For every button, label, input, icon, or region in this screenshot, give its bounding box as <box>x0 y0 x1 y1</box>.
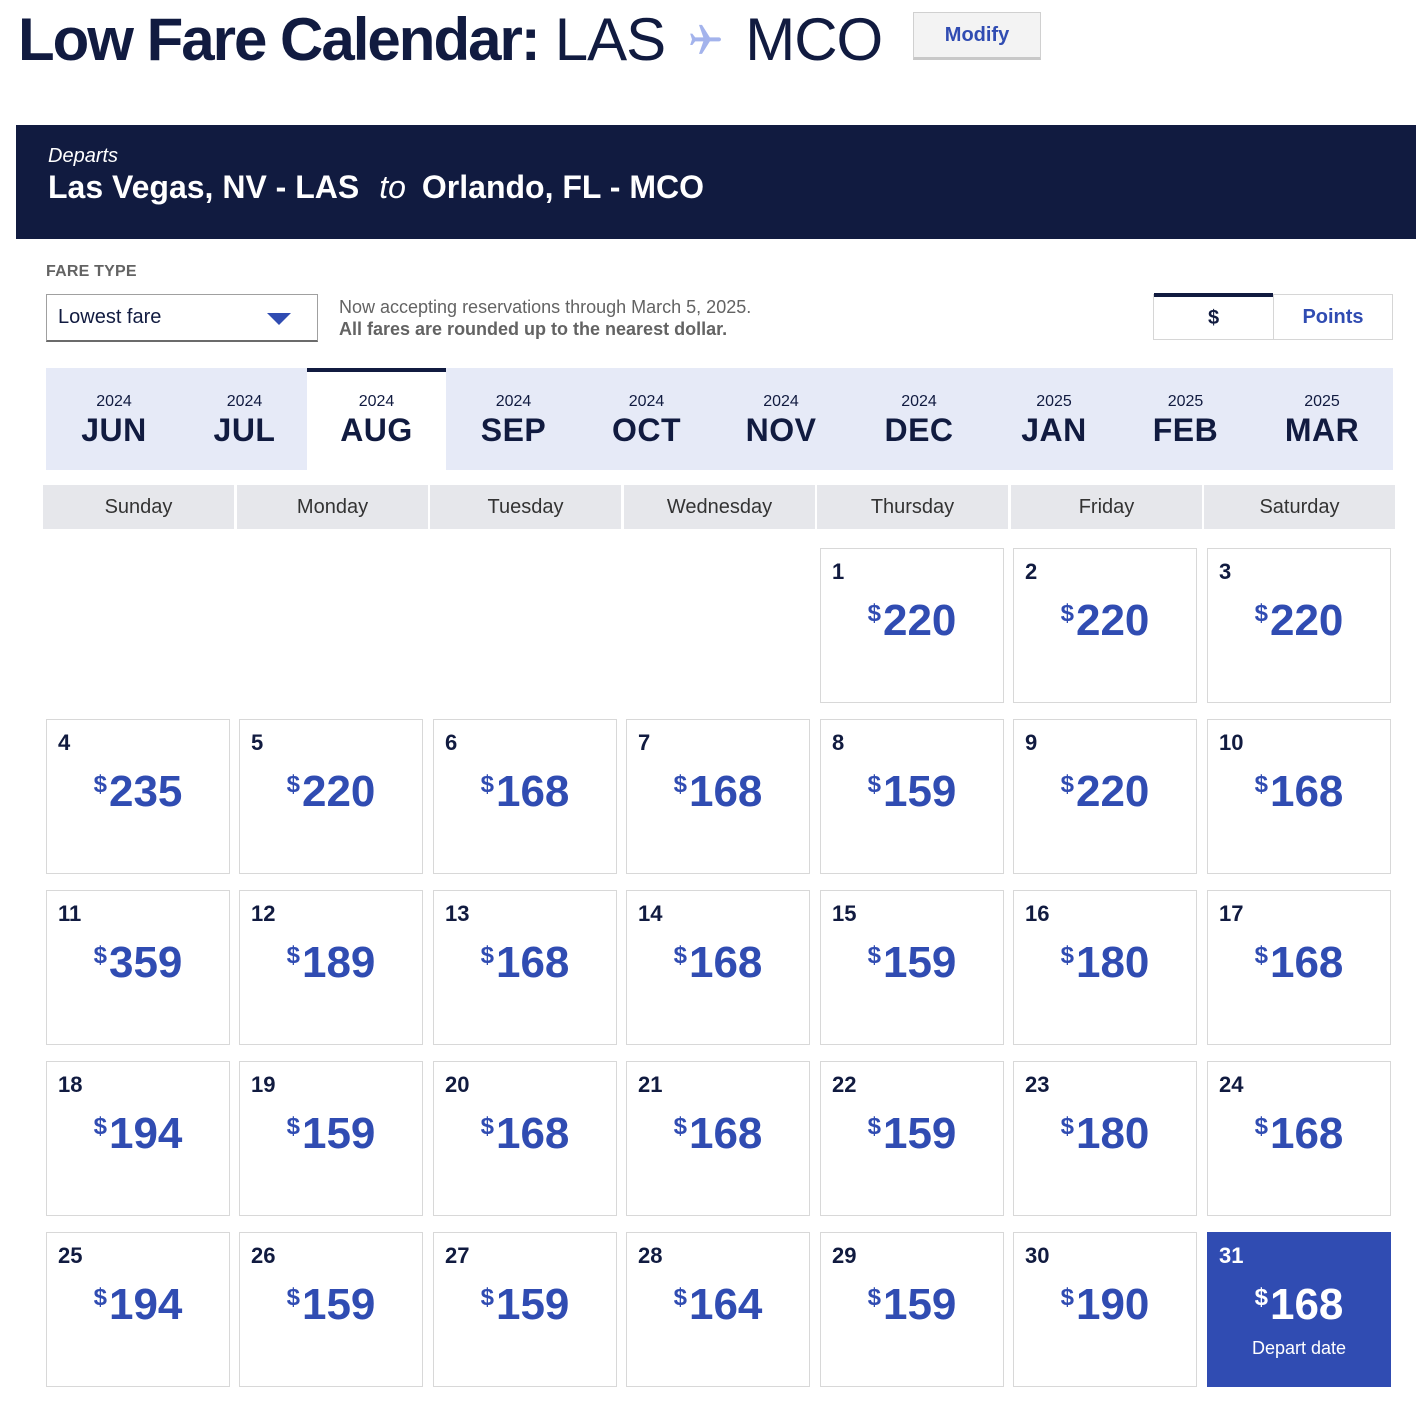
departs-label: Departs <box>48 145 119 167</box>
day-number: 15 <box>832 901 857 926</box>
calendar-day-cell[interactable] <box>1013 1232 1197 1387</box>
fare-price <box>821 938 1003 988</box>
month-tab-month: OCT <box>611 412 682 448</box>
month-tab-year: 2024 <box>226 393 263 410</box>
calendar-day-cell[interactable] <box>1013 1061 1197 1216</box>
day-number: 1 <box>832 559 845 584</box>
fare-amount: 359 <box>108 938 183 987</box>
day-number: 8 <box>832 730 845 755</box>
day-number: 26 <box>251 1243 276 1268</box>
currency-symbol: $ <box>1254 600 1268 627</box>
day-number: 6 <box>445 730 458 755</box>
page-title-text: Low Fare Calendar: <box>18 5 539 73</box>
calendar-day-cell[interactable] <box>239 890 423 1045</box>
fare-price <box>627 1280 809 1330</box>
day-number: 21 <box>638 1072 663 1097</box>
calendar-day-cell[interactable] <box>433 719 617 874</box>
month-tab-year: 2025 <box>1167 393 1204 410</box>
currency-symbol: $ <box>93 771 107 798</box>
fare-type-value: Lowest fare <box>58 306 162 328</box>
month-tab-oct[interactable] <box>581 368 712 470</box>
day-number: 14 <box>638 901 663 926</box>
day-number: 3 <box>1219 559 1232 584</box>
calendar-day-cell[interactable] <box>1207 1061 1391 1216</box>
fare-amount: 220 <box>1075 767 1150 816</box>
calendar-day-cell[interactable] <box>1013 548 1197 703</box>
calendar-day-cell[interactable] <box>820 1061 1004 1216</box>
fare-amount: 159 <box>882 1280 957 1329</box>
calendar-day-cell[interactable] <box>1207 890 1391 1045</box>
calendar-day-cell[interactable] <box>820 890 1004 1045</box>
day-number: 20 <box>445 1072 470 1097</box>
currency-symbol: $ <box>286 1284 300 1311</box>
day-number: 30 <box>1025 1243 1050 1268</box>
currency-symbol: $ <box>867 600 881 627</box>
weekday-header-sunday: Sunday <box>43 485 234 529</box>
day-number: 24 <box>1219 1072 1244 1097</box>
day-number: 22 <box>832 1072 857 1097</box>
to-word: to <box>379 169 406 205</box>
calendar-day-cell[interactable] <box>820 548 1004 703</box>
fare-price <box>821 767 1003 817</box>
month-tab-year: 2025 <box>1304 393 1340 410</box>
month-tab-feb[interactable] <box>1120 368 1251 470</box>
calendar-day-cell[interactable] <box>626 1061 810 1216</box>
currency-symbol: $ <box>93 1113 107 1140</box>
fare-amount: 168 <box>688 1109 763 1158</box>
currency-symbol: $ <box>1254 1284 1268 1311</box>
day-number: 7 <box>638 730 651 755</box>
month-tab-sep[interactable] <box>446 368 581 470</box>
weekday-header-saturday: Saturday <box>1204 485 1395 529</box>
currency-toggle <box>1153 294 1393 340</box>
fare-type-select[interactable] <box>46 294 318 342</box>
fare-price <box>434 767 616 817</box>
fare-amount: 168 <box>688 767 763 816</box>
currency-symbol: $ <box>1254 942 1268 969</box>
fare-amount: 220 <box>882 596 957 645</box>
currency-symbol: $ <box>1254 1113 1268 1140</box>
month-tab-dec[interactable] <box>850 368 988 470</box>
calendar-day-cell[interactable] <box>626 1232 810 1387</box>
calendar-day-cell[interactable] <box>433 890 617 1045</box>
day-number: 18 <box>58 1072 83 1097</box>
fare-amount: 220 <box>1269 596 1344 645</box>
weekday-header-friday: Friday <box>1011 485 1202 529</box>
currency-symbol: $ <box>1060 771 1074 798</box>
month-tab-jun[interactable] <box>46 368 182 470</box>
notice-line-2: All fares are rounded up to the nearest dollar. <box>339 319 728 339</box>
fare-amount: 190 <box>1075 1280 1150 1329</box>
month-tab-month: SEP <box>480 412 547 448</box>
fare-price <box>47 938 229 988</box>
calendar-day-cell[interactable] <box>1207 1232 1391 1387</box>
currency-symbol: $ <box>286 942 300 969</box>
calendar-day-cell[interactable] <box>820 1232 1004 1387</box>
fare-price <box>47 767 229 817</box>
month-tab-month: JAN <box>1021 412 1087 448</box>
calendar-day-cell[interactable] <box>239 719 423 874</box>
fare-price <box>240 1280 422 1330</box>
fare-price <box>240 1109 422 1159</box>
fare-price <box>1014 1280 1196 1330</box>
calendar-day-cell[interactable] <box>239 1061 423 1216</box>
weekday-header-monday: Monday <box>237 485 428 529</box>
fare-price <box>434 1109 616 1159</box>
day-number: 27 <box>445 1243 470 1268</box>
currency-symbol: $ <box>673 1113 687 1140</box>
fare-price <box>627 938 809 988</box>
fare-amount: 180 <box>1075 938 1150 987</box>
currency-symbol: $ <box>480 771 494 798</box>
fare-amount: 235 <box>108 767 183 816</box>
day-number: 5 <box>251 730 264 755</box>
depart-date-label: Depart date <box>1251 1338 1347 1358</box>
calendar-day-cell[interactable] <box>433 1061 617 1216</box>
day-number: 11 <box>58 901 82 926</box>
month-tab-jul[interactable] <box>182 368 307 470</box>
month-tab-month: JUN <box>81 412 147 448</box>
weekday-header-tuesday: Tuesday <box>430 485 621 529</box>
fare-amount: 159 <box>882 938 957 987</box>
day-number: 28 <box>638 1243 663 1268</box>
fare-price <box>821 1109 1003 1159</box>
day-number: 12 <box>251 901 276 926</box>
month-tab-year: 2024 <box>495 393 532 410</box>
currency-symbol: $ <box>1254 771 1268 798</box>
fare-amount: 168 <box>495 767 570 816</box>
fare-amount: 164 <box>688 1280 763 1329</box>
fare-price <box>240 938 422 988</box>
day-number: 29 <box>832 1243 857 1268</box>
notice-line-1: Now accepting reservations through March 5, 2025. <box>339 297 752 317</box>
currency-symbol: $ <box>673 942 687 969</box>
day-number: 23 <box>1025 1072 1050 1097</box>
month-tab-month: MAR <box>1284 412 1360 448</box>
fare-amount: 168 <box>1269 1280 1344 1329</box>
day-number: 16 <box>1025 901 1050 926</box>
fare-price <box>1208 1280 1390 1330</box>
month-tab-year: 2024 <box>763 393 799 410</box>
day-number: 9 <box>1025 730 1038 755</box>
currency-symbol: $ <box>867 1113 881 1140</box>
day-number: 17 <box>1219 901 1244 926</box>
day-number: 10 <box>1219 730 1244 755</box>
fare-amount: 168 <box>495 1109 570 1158</box>
month-tab-year: 2024 <box>358 393 395 410</box>
currency-symbol: $ <box>93 1284 107 1311</box>
fare-amount: 159 <box>301 1109 376 1158</box>
page-title <box>18 0 882 78</box>
calendar-day-cell[interactable] <box>626 890 810 1045</box>
fare-amount: 194 <box>108 1280 183 1329</box>
modify-button[interactable]: Modify <box>913 12 1041 60</box>
currency-symbol: $ <box>1060 942 1074 969</box>
day-number: 13 <box>445 901 470 926</box>
month-tab-mar[interactable] <box>1251 368 1393 470</box>
month-tab-aug[interactable] <box>307 368 446 470</box>
fare-price <box>1014 767 1196 817</box>
calendar-day-cell[interactable] <box>239 1232 423 1387</box>
fare-price <box>1014 596 1196 646</box>
fare-amount: 168 <box>1269 938 1344 987</box>
day-number: 31 <box>1219 1243 1244 1268</box>
origin-city: Las Vegas, NV - LAS <box>48 169 360 205</box>
currency-symbol: $ <box>480 942 494 969</box>
month-tab-month: NOV <box>745 412 817 448</box>
calendar-day-cell[interactable] <box>46 1061 230 1216</box>
fare-amount: 220 <box>301 767 376 816</box>
fare-price <box>47 1280 229 1330</box>
route-description <box>48 169 704 206</box>
route-banner <box>16 125 1416 239</box>
destination-city: Orlando, FL - MCO <box>421 169 704 205</box>
fare-price <box>627 1109 809 1159</box>
month-tab-year: 2025 <box>1036 393 1072 410</box>
fare-amount: 180 <box>1075 1109 1150 1158</box>
currency-symbol: $ <box>867 1284 881 1311</box>
currency-symbol: $ <box>673 771 687 798</box>
points-toggle-option[interactable]: Points <box>1273 295 1392 339</box>
fare-amount: 168 <box>1269 1109 1344 1158</box>
fare-price <box>240 767 422 817</box>
currency-symbol: $ <box>867 942 881 969</box>
day-number: 25 <box>58 1243 83 1268</box>
chevron-down-icon <box>267 313 291 325</box>
month-tabs <box>46 368 1393 470</box>
fare-price <box>434 938 616 988</box>
calendar-day-cell[interactable] <box>433 1232 617 1387</box>
fare-price <box>1208 1109 1390 1159</box>
currency-symbol: $ <box>93 942 107 969</box>
currency-symbol: $ <box>1060 600 1074 627</box>
month-tab-year: 2024 <box>628 393 665 410</box>
day-number: 2 <box>1025 559 1038 584</box>
currency-symbol: $ <box>480 1284 494 1311</box>
calendar-day-cell[interactable] <box>1013 890 1197 1045</box>
month-tab-month: AUG <box>340 412 413 448</box>
fare-price <box>434 1280 616 1330</box>
fare-price <box>1208 767 1390 817</box>
fare-price <box>1014 1109 1196 1159</box>
month-tab-year: 2024 <box>901 393 937 410</box>
month-tab-month: JUL <box>213 412 276 448</box>
month-tab-nov[interactable] <box>712 368 850 470</box>
fare-type-label: FARE TYPE <box>46 263 137 280</box>
currency-symbol: $ <box>286 1113 300 1140</box>
currency-symbol: $ <box>673 1284 687 1311</box>
fare-price <box>1014 938 1196 988</box>
fare-price <box>821 1280 1003 1330</box>
calendar-day-cell[interactable] <box>626 719 810 874</box>
fare-amount: 168 <box>688 938 763 987</box>
airplane-icon <box>685 19 727 59</box>
calendar-day-cell[interactable] <box>1013 719 1197 874</box>
fare-price <box>821 596 1003 646</box>
day-number: 4 <box>58 730 71 755</box>
month-tab-jan[interactable] <box>988 368 1120 470</box>
fare-amount: 168 <box>495 938 570 987</box>
fare-price <box>627 767 809 817</box>
calendar-day-cell[interactable] <box>1207 548 1391 703</box>
fare-price <box>1208 938 1390 988</box>
currency-symbol: $ <box>480 1113 494 1140</box>
month-tab-year: 2024 <box>96 393 132 410</box>
reservation-notice <box>339 296 751 340</box>
fare-amount: 168 <box>1269 767 1344 816</box>
currency-symbol: $ <box>867 771 881 798</box>
fare-amount: 159 <box>882 1109 957 1158</box>
month-tab-month: DEC <box>884 412 954 448</box>
calendar-day-cell[interactable] <box>46 719 230 874</box>
dollars-toggle-option[interactable]: $ <box>1154 293 1273 339</box>
calendar-day-cell[interactable] <box>1207 719 1391 874</box>
fare-amount: 220 <box>1075 596 1150 645</box>
weekday-header-thursday: Thursday <box>817 485 1008 529</box>
fare-amount: 189 <box>301 938 376 987</box>
calendar-day-cell[interactable] <box>820 719 1004 874</box>
currency-symbol: $ <box>286 771 300 798</box>
calendar-day-cell[interactable] <box>46 890 230 1045</box>
fare-amount: 194 <box>108 1109 183 1158</box>
fare-price <box>47 1109 229 1159</box>
currency-symbol: $ <box>1060 1113 1074 1140</box>
month-tab-month: FEB <box>1152 412 1219 448</box>
weekday-header-wednesday: Wednesday <box>624 485 815 529</box>
calendar-day-cell[interactable] <box>46 1232 230 1387</box>
origin-code: LAS <box>554 5 666 73</box>
fare-amount: 159 <box>495 1280 570 1329</box>
fare-price <box>1208 596 1390 646</box>
currency-symbol: $ <box>1060 1284 1074 1311</box>
fare-amount: 159 <box>882 767 957 816</box>
destination-code: MCO <box>745 5 883 73</box>
day-number: 19 <box>251 1072 276 1097</box>
fare-amount: 159 <box>301 1280 376 1329</box>
